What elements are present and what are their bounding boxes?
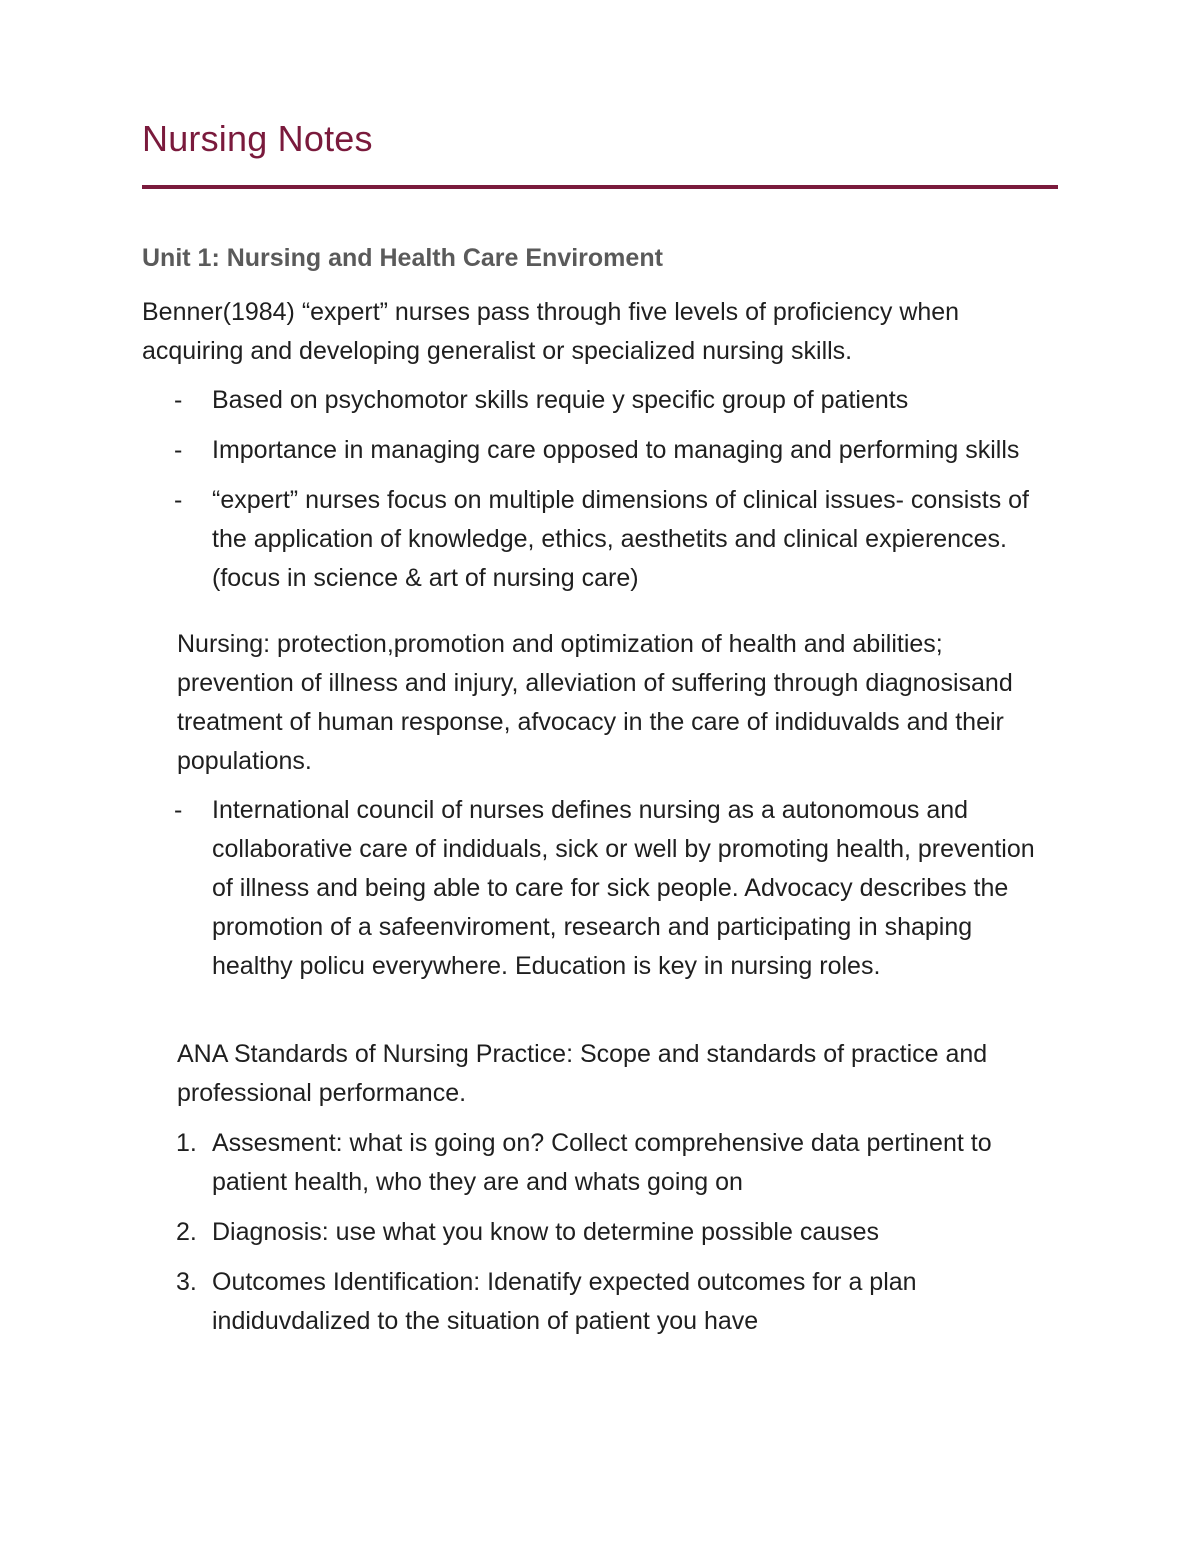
number-marker: 1. [176,1129,197,1157]
bullet-marker: - [174,436,183,464]
intro-paragraph: Benner(1984) “expert” nurses pass through five levels of proficiency when acquiring and developing generalist or specialized nursing skills. [142,298,960,365]
list-item-text: Diagnosis: use what you know to determine possible causes [212,1218,880,1246]
ana-paragraph: ANA Standards of Nursing Practice: Scope and standards of practice and professional performance. [177,1040,988,1107]
bullet-marker: - [174,486,183,514]
list-item-text: “expert” nurses focus on multiple dimensions of clinical issues- consists of the application of knowledge, ethics, aesthetits and clinical expierences. (focus in science & art of nursing care) [212,486,1030,592]
list-item [142,381,1058,420]
number-marker: 2. [176,1218,197,1246]
document-title: Nursing Notes [142,118,373,159]
unit-heading: Unit 1: Nursing and Health Care Enviroment [142,244,663,272]
list-item-text: Based on psychomotor skills requie y specific group of patients [212,386,909,414]
list-item [142,1213,1058,1252]
list-item-text: Outcomes Identification: Idenatify expected outcomes for a plan indiduvdalized to the situation of patient you have [212,1268,917,1335]
list-item [142,481,1058,598]
list-item [142,1263,1058,1341]
list-item-text: International council of nurses defines nursing as a autonomous and collaborative care of indiduals, sick or well by promoting health, prevention of illness and being able to care for sick people. Advocacy describes the promotion of a safeenviroment, research and participating in shaping healthy policu everywhere. Education is key in nursing roles. [212,796,1035,980]
list-item [142,791,1058,986]
title-divider [142,185,1058,189]
list-item [142,1124,1058,1202]
bullet-marker: - [174,796,183,824]
list-item-text: Importance in managing care opposed to managing and performing skills [212,436,1020,464]
numbered-list [142,1124,1058,1341]
bullet-list-1 [142,381,1058,598]
bullet-list-2 [142,791,1058,986]
nursing-paragraph: Nursing: protection,promotion and optimization of health and abilities; prevention of illness and injury, alleviation of suffering through diagnosisand treatment of human response, afvocacy in the care of indiduvalds and their populations. [177,630,1013,775]
list-item [142,431,1058,470]
bullet-marker: - [174,386,183,414]
list-item-text: Assesment: what is going on? Collect comprehensive data pertinent to patient health, who they are and whats going on [212,1129,992,1196]
number-marker: 3. [176,1268,197,1296]
